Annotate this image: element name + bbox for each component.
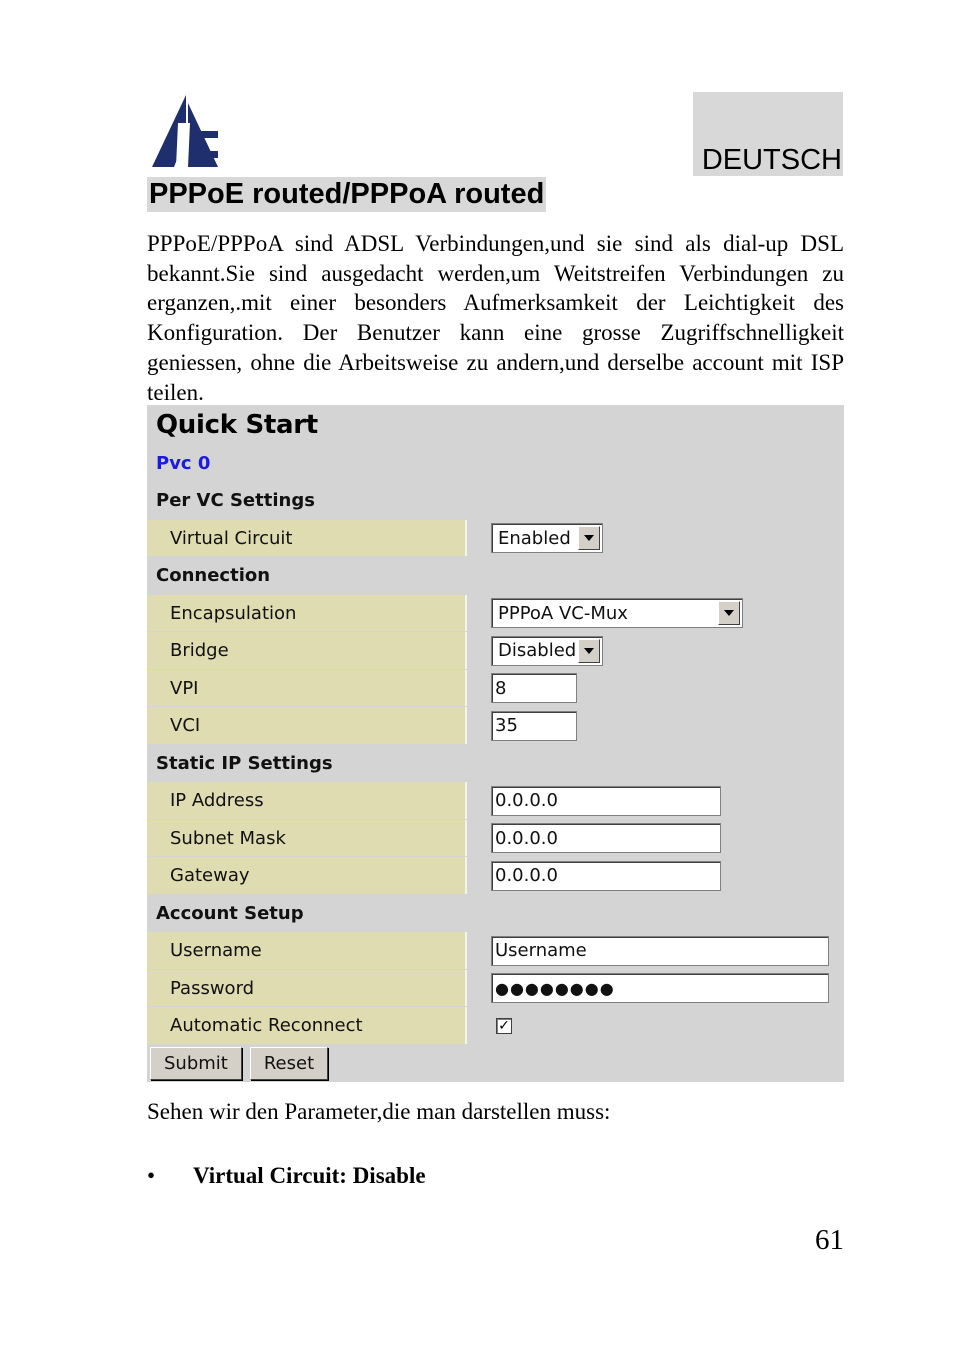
- parameter-intro-text: Sehen wir den Parameter,die man darstellen muss:: [147, 1099, 611, 1124]
- submit-button[interactable]: Submit: [150, 1047, 242, 1080]
- virtual-circuit-row: [147, 520, 844, 556]
- vci-row: [147, 707, 844, 744]
- language-label: DEUTSCH: [701, 144, 842, 176]
- bullet-dot: •: [147, 1163, 156, 1188]
- bullet-item: [147, 1161, 426, 1191]
- password-label: Password: [147, 970, 467, 1006]
- vpi-row: [147, 670, 844, 706]
- password-row: [147, 970, 844, 1006]
- connection-heading: Connection: [147, 557, 844, 594]
- per-vc-heading: Per VC Settings: [147, 482, 844, 519]
- section-title: PPPoE routed/PPPoA routed: [149, 178, 545, 210]
- encapsulation-row: [147, 595, 844, 631]
- password-input[interactable]: ●●●●●●●●: [491, 973, 829, 1003]
- vpi-input[interactable]: 8: [491, 673, 577, 703]
- virtual-circuit-label: Virtual Circuit: [147, 520, 467, 556]
- chevron-down-icon[interactable]: [578, 639, 600, 663]
- auto-reconnect-row: [147, 1007, 844, 1044]
- chevron-down-icon[interactable]: [578, 526, 600, 550]
- static-ip-heading: Static IP Settings: [147, 745, 844, 781]
- ip-address-input[interactable]: 0.0.0.0: [491, 786, 721, 816]
- quick-start-title: Quick Start: [147, 405, 844, 444]
- reset-button[interactable]: Reset: [250, 1047, 328, 1080]
- bullet-text: Virtual Circuit: Disable: [193, 1163, 426, 1188]
- vci-input[interactable]: 35: [491, 711, 577, 741]
- subnet-mask-label: Subnet Mask: [147, 820, 467, 856]
- quick-start-panel: [147, 405, 844, 1082]
- subnet-mask-input[interactable]: 0.0.0.0: [491, 823, 721, 853]
- vpi-label: VPI: [147, 670, 467, 706]
- virtual-circuit-select[interactable]: Enabled: [491, 523, 603, 553]
- username-label: Username: [147, 932, 467, 969]
- language-tab: [693, 92, 843, 176]
- atlantis-logo-icon: [148, 93, 220, 171]
- intro-paragraph: PPPoE/PPPoA sind ADSL Verbindungen,und sie sind als dial-up DSL bekannt.Sie sind ausgedacht werden,um Weitstreifen Verbindungen zu erganzen,.mit einer besonders Aufmerksamkeit der Leichtigkeit des Konfiguration. Der Benutzer kann eine grosse Zugriffschnelligkeit geniessen, ohne die Arbeitsweise zu andern,und derselbe account mit ISP teilen.: [147, 231, 844, 405]
- chevron-down-icon[interactable]: [718, 601, 740, 625]
- gateway-label: Gateway: [147, 857, 467, 894]
- page-number: 61: [815, 1224, 844, 1256]
- auto-reconnect-label: Automatic Reconnect: [147, 1007, 467, 1044]
- checkmark-icon: ✓: [498, 1017, 510, 1034]
- subnet-mask-row: [147, 820, 844, 856]
- bridge-select[interactable]: Disabled: [491, 636, 603, 666]
- username-row: [147, 932, 844, 969]
- gateway-row: [147, 857, 844, 894]
- vci-label: VCI: [147, 707, 467, 744]
- bridge-label: Bridge: [147, 632, 467, 669]
- ip-address-label: IP Address: [147, 782, 467, 819]
- pvc-link[interactable]: Pvc 0: [147, 445, 844, 481]
- username-input[interactable]: Username: [491, 936, 829, 966]
- gateway-input[interactable]: 0.0.0.0: [491, 861, 721, 891]
- encapsulation-select[interactable]: PPPoA VC-Mux: [491, 598, 743, 628]
- encapsulation-label: Encapsulation: [147, 595, 467, 631]
- bridge-row: [147, 632, 844, 669]
- auto-reconnect-checkbox[interactable]: [496, 1018, 512, 1034]
- ip-address-row: [147, 782, 844, 819]
- account-setup-heading: Account Setup: [147, 895, 844, 931]
